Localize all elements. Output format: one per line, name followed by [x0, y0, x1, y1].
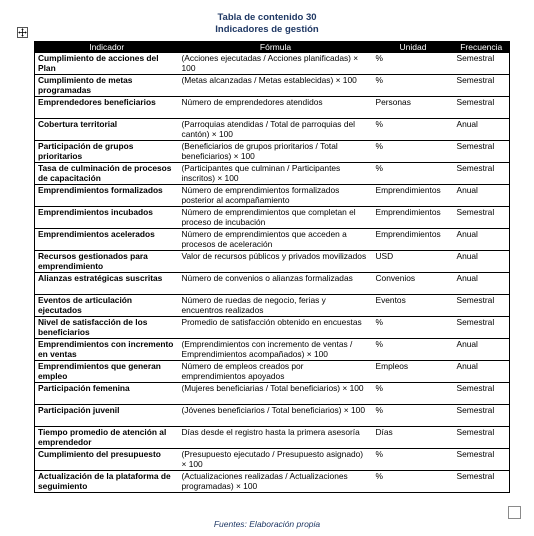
indicator-cell: Eventos de articulación ejecutados	[35, 295, 179, 317]
unit-cell: %	[373, 471, 454, 493]
unit-cell: %	[373, 75, 454, 97]
header-frecuencia: Frecuencia	[454, 41, 510, 53]
move-arrows-icon	[18, 28, 27, 37]
formula-cell: Promedio de satisfacción obtenido en encuestas	[179, 317, 373, 339]
indicator-cell: Cumplimiento de metas programadas	[35, 75, 179, 97]
frequency-cell: Semestral	[454, 383, 510, 405]
table-header-row	[35, 41, 510, 53]
frequency-cell: Semestral	[454, 97, 510, 119]
table-row	[35, 251, 510, 273]
header-indicador: Indicador	[35, 41, 179, 53]
caption-title: Tabla de contenido 30	[217, 12, 317, 23]
frequency-cell: Semestral	[454, 427, 510, 449]
indicator-cell: Actualización de la plataforma de seguimiento	[35, 471, 179, 493]
formula-cell: Número de ruedas de negocio, ferias y encuentros realizados	[179, 295, 373, 317]
table-move-handle-icon[interactable]	[17, 27, 28, 38]
indicator-cell: Recursos gestionados para emprendimiento	[35, 251, 179, 273]
unit-cell: %	[373, 119, 454, 141]
table-row	[35, 471, 510, 493]
formula-cell: Número de convenios o alianzas formalizadas	[179, 273, 373, 295]
indicator-cell: Nivel de satisfacción de los beneficiarios	[35, 317, 179, 339]
frequency-cell: Semestral	[454, 53, 510, 75]
table-row	[35, 273, 510, 295]
frequency-cell: Semestral	[454, 405, 510, 427]
table-source-note: Fuentes: Elaboración propia	[213, 519, 321, 529]
formula-cell: Número de emprendedores atendidos	[179, 97, 373, 119]
frequency-cell: Semestral	[454, 471, 510, 493]
formula-cell: (Beneficiarios de grupos prioritarios / Total beneficiarios) × 100	[179, 141, 373, 163]
formula-cell: (Metas alcanzadas / Metas establecidas) × 100	[179, 75, 373, 97]
formula-cell: (Mujeres beneficiarias / Total beneficiarios) × 100	[179, 383, 373, 405]
indicator-cell: Cumplimiento de acciones del Plan	[35, 53, 179, 75]
table-row	[35, 295, 510, 317]
indicator-cell: Emprendimientos formalizados	[35, 185, 179, 207]
header-unidad: Unidad	[373, 41, 454, 53]
indicator-cell: Cumplimiento del presupuesto	[35, 449, 179, 471]
unit-cell: Personas	[373, 97, 454, 119]
indicator-cell: Alianzas estratégicas suscritas	[35, 273, 179, 295]
frequency-cell: Anual	[454, 229, 510, 251]
unit-cell: Convenios	[373, 273, 454, 295]
indicator-cell: Emprendimientos con incremento en ventas	[35, 339, 179, 361]
header-formula: Fórmula	[179, 41, 373, 53]
table-row	[35, 339, 510, 361]
formula-cell: Días desde el registro hasta la primera asesoría	[179, 427, 373, 449]
table-row	[35, 53, 510, 75]
frequency-cell: Semestral	[454, 163, 510, 185]
table-row	[35, 75, 510, 97]
formula-cell: Valor de recursos públicos y privados movilizados	[179, 251, 373, 273]
formula-cell: (Participantes que culminan / Participantes inscritos) × 100	[179, 163, 373, 185]
formula-cell: Número de emprendimientos que completan el proceso de incubación	[179, 207, 373, 229]
table-resize-handle-icon[interactable]	[508, 506, 521, 519]
frequency-cell: Anual	[454, 339, 510, 361]
indicator-cell: Participación juvenil	[35, 405, 179, 427]
table-row	[35, 361, 510, 383]
unit-cell: %	[373, 449, 454, 471]
table-row	[35, 207, 510, 229]
indicator-cell: Participación de grupos prioritarios	[35, 141, 179, 163]
frequency-cell: Semestral	[454, 317, 510, 339]
unit-cell: Eventos	[373, 295, 454, 317]
caption-subtitle: Indicadores de gestión	[215, 24, 319, 35]
frequency-cell: Anual	[454, 251, 510, 273]
unit-cell: %	[373, 53, 454, 75]
indicator-cell: Emprendedores beneficiarios	[35, 97, 179, 119]
formula-cell: Número de emprendimientos formalizados posterior al acompañamiento	[179, 185, 373, 207]
table-row	[35, 449, 510, 471]
unit-cell: Empleos	[373, 361, 454, 383]
formula-cell: (Jóvenes beneficiarios / Total beneficiarios) × 100	[179, 405, 373, 427]
table-row	[35, 141, 510, 163]
unit-cell: Días	[373, 427, 454, 449]
indicator-cell: Tasa de culminación de procesos de capacitación	[35, 163, 179, 185]
table-row	[35, 317, 510, 339]
unit-cell: %	[373, 405, 454, 427]
indicator-cell: Emprendimientos incubados	[35, 207, 179, 229]
table-body	[35, 53, 510, 493]
unit-cell: %	[373, 339, 454, 361]
indicator-cell: Emprendimientos acelerados	[35, 229, 179, 251]
formula-cell: (Parroquias atendidas / Total de parroquias del cantón) × 100	[179, 119, 373, 141]
table-caption	[0, 12, 534, 36]
unit-cell: Emprendimientos	[373, 185, 454, 207]
table-row	[35, 119, 510, 141]
indicators-table	[34, 41, 510, 493]
table-row	[35, 185, 510, 207]
indicator-cell: Tiempo promedio de atención al emprendedor	[35, 427, 179, 449]
unit-cell: %	[373, 317, 454, 339]
table-row	[35, 163, 510, 185]
frequency-cell: Anual	[454, 119, 510, 141]
frequency-cell: Anual	[454, 361, 510, 383]
frequency-cell: Semestral	[454, 141, 510, 163]
formula-cell: (Acciones ejecutadas / Acciones planificadas) × 100	[179, 53, 373, 75]
unit-cell: Emprendimientos	[373, 229, 454, 251]
table-row	[35, 405, 510, 427]
frequency-cell: Semestral	[454, 75, 510, 97]
table-row	[35, 97, 510, 119]
unit-cell: %	[373, 141, 454, 163]
table-row	[35, 427, 510, 449]
frequency-cell: Semestral	[454, 295, 510, 317]
unit-cell: Emprendimientos	[373, 207, 454, 229]
formula-cell: Número de emprendimientos que acceden a procesos de aceleración	[179, 229, 373, 251]
table-row	[35, 229, 510, 251]
formula-cell: (Actualizaciones realizadas / Actualizaciones programadas) × 100	[179, 471, 373, 493]
frequency-cell: Semestral	[454, 207, 510, 229]
frequency-cell: Semestral	[454, 449, 510, 471]
unit-cell: USD	[373, 251, 454, 273]
indicator-cell: Cobertura territorial	[35, 119, 179, 141]
indicator-cell: Participación femenina	[35, 383, 179, 405]
unit-cell: %	[373, 163, 454, 185]
formula-cell: (Presupuesto ejecutado / Presupuesto asignado) × 100	[179, 449, 373, 471]
frequency-cell: Anual	[454, 185, 510, 207]
table-row	[35, 383, 510, 405]
frequency-cell: Anual	[454, 273, 510, 295]
formula-cell: (Emprendimientos con incremento de ventas / Emprendimientos acompañados) × 100	[179, 339, 373, 361]
formula-cell: Número de empleos creados por emprendimientos apoyados	[179, 361, 373, 383]
unit-cell: %	[373, 383, 454, 405]
indicator-cell: Emprendimientos que generan empleo	[35, 361, 179, 383]
